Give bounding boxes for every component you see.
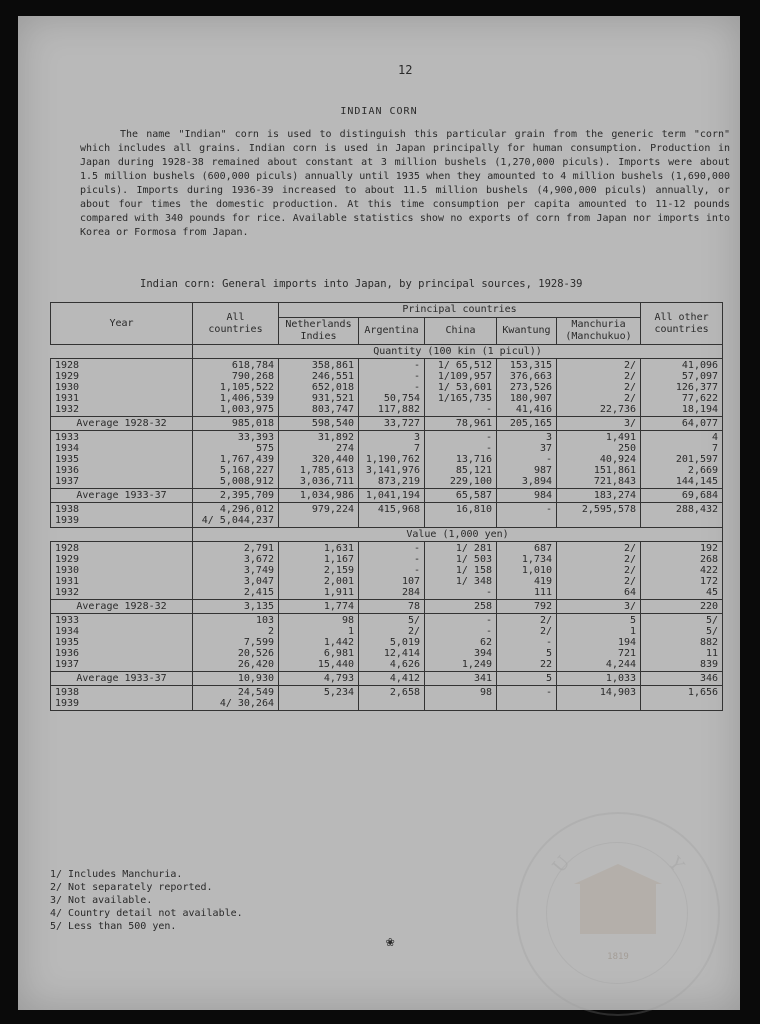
header-year: Year <box>51 303 193 345</box>
header-row-1 <box>51 303 723 318</box>
data-cell: 16,810 <box>425 503 497 528</box>
data-cell: - - - 50,754 117,882 <box>359 359 425 417</box>
data-cell: 1,491 250 40,924 151,861 721,843 <box>557 431 641 489</box>
seal-text-right: Y <box>664 853 688 876</box>
footnote: 5/ Less than 500 yen. <box>50 921 177 932</box>
data-cell: 1/ 281 1/ 503 1/ 158 1/ 348 - <box>425 542 497 600</box>
average-row <box>51 672 723 686</box>
header-manchuria: Manchuria (Manchukuo) <box>557 318 641 345</box>
data-cell: 5,234 <box>279 686 359 711</box>
data-cell: 358,861 246,551 652,018 931,521 803,747 <box>279 359 359 417</box>
data-cell: 2/ 2/ 2/ 2/ 64 <box>557 542 641 600</box>
data-cell: 220 <box>641 600 723 614</box>
footnote: 1/ Includes Manchuria. <box>50 869 183 880</box>
header-china: China <box>425 318 497 345</box>
data-cell: 2/ 2/ 2/ 2/ 22,736 <box>557 359 641 417</box>
data-cell: 10,930 <box>193 672 279 686</box>
seal-rotunda-roof <box>574 864 662 884</box>
seal-year: 1819 <box>607 952 629 962</box>
year-cell: 1938 1939 <box>51 686 193 711</box>
table-row <box>51 503 723 528</box>
footnote: 3/ Not available. <box>50 895 153 906</box>
year-cell: 1928 1929 1930 1931 1932 <box>51 542 193 600</box>
average-label: Average 1933-37 <box>51 489 193 503</box>
data-cell: 1,034,986 <box>279 489 359 503</box>
average-row <box>51 489 723 503</box>
data-cell: - <box>497 686 557 711</box>
imports-table <box>50 302 723 711</box>
year-cell: 1928 1929 1930 1931 1932 <box>51 359 193 417</box>
data-cell: 792 <box>497 600 557 614</box>
data-cell: 5 <box>497 672 557 686</box>
year-cell: 1933 1934 1935 1936 1937 <box>51 431 193 489</box>
data-cell: 69,684 <box>641 489 723 503</box>
document-title: INDIAN CORN <box>340 106 418 117</box>
data-cell: 2/ 2/ - 5 22 <box>497 614 557 672</box>
data-cell: 64,077 <box>641 417 723 431</box>
data-cell: 5 1 194 721 4,244 <box>557 614 641 672</box>
data-cell: 3/ <box>557 600 641 614</box>
header-all-countries: All countries <box>193 303 279 345</box>
data-cell: 985,018 <box>193 417 279 431</box>
table-row <box>51 431 723 489</box>
average-label: Average 1933-37 <box>51 672 193 686</box>
data-cell: 4,296,012 4/ 5,044,237 <box>193 503 279 528</box>
table-row <box>51 542 723 600</box>
data-cell: 1/ 65,512 1/109,957 1/ 53,601 1/165,735 - <box>425 359 497 417</box>
data-cell: 14,903 <box>557 686 641 711</box>
average-row <box>51 417 723 431</box>
data-cell: 4,412 <box>359 672 425 686</box>
data-cell: 3 37 - 987 3,894 <box>497 431 557 489</box>
footnotes <box>50 868 243 933</box>
data-cell: 2,395,709 <box>193 489 279 503</box>
data-cell: 5/ 2/ 5,019 12,414 4,626 <box>359 614 425 672</box>
average-row <box>51 600 723 614</box>
value-label: Value (1,000 yen) <box>193 528 723 542</box>
data-cell: 3 7 1,190,762 3,141,976 873,219 <box>359 431 425 489</box>
intro-text: The name "Indian" corn is used to distinguish this particular grain from the generic term "corn" which includes all grains. Indian corn is used in Japan principally for human consumption. Production in Japan during 1928-38 remained about constant at 3 million bushels (1,270,000 piculs). Imports were about 1.5 million bushels (600,000 piculs) annually until 1935 when they amounted to 4 million bushels (1,690,000 piculs). Imports during 1936-39 increased to about 11.5 million bushels (4,900,000 piculs) annually, or about four times the domestic production. At this time consumption per capita amounted to 11-12 pounds compared with 340 pounds for rice. Available statistics show no exports of corn from Japan nor imports into Korea or Formosa from Japan. <box>80 129 730 238</box>
intro-paragraph <box>80 128 730 240</box>
header-argentina: Argentina <box>359 318 425 345</box>
data-cell: 258 <box>425 600 497 614</box>
data-cell: 288,432 <box>641 503 723 528</box>
year-cell: 1933 1934 1935 1936 1937 <box>51 614 193 672</box>
page-number: 12 <box>398 63 413 77</box>
section-value <box>51 528 723 542</box>
year-cell: 1938 1939 <box>51 503 193 528</box>
data-cell: 341 <box>425 672 497 686</box>
average-label: Average 1928-32 <box>51 600 193 614</box>
quantity-label: Quantity (100 kin (1 picul)) <box>193 345 723 359</box>
data-cell: 687 1,734 1,010 419 111 <box>497 542 557 600</box>
data-cell: 3,135 <box>193 600 279 614</box>
average-label: Average 1928-32 <box>51 417 193 431</box>
data-cell: 2,658 <box>359 686 425 711</box>
table-row <box>51 614 723 672</box>
data-cell: 1,033 <box>557 672 641 686</box>
footnote: 4/ Country detail not available. <box>50 908 243 919</box>
data-cell: 1,631 1,167 2,159 2,001 1,911 <box>279 542 359 600</box>
data-cell: 192 268 422 172 45 <box>641 542 723 600</box>
data-cell: 4,793 <box>279 672 359 686</box>
seal-rotunda <box>580 884 656 934</box>
university-seal-watermark <box>516 812 720 1016</box>
data-cell: - - 62 394 1,249 <box>425 614 497 672</box>
table-caption: Indian corn: General imports into Japan, by principal sources, 1928-39 <box>140 278 583 290</box>
data-cell: 33,393 575 1,767,439 5,168,227 5,008,912 <box>193 431 279 489</box>
table-row <box>51 686 723 711</box>
data-cell: 346 <box>641 672 723 686</box>
data-cell: 33,727 <box>359 417 425 431</box>
data-cell: 598,540 <box>279 417 359 431</box>
data-cell: 78,961 <box>425 417 497 431</box>
data-cell: 65,587 <box>425 489 497 503</box>
data-cell: 98 1 1,442 6,981 15,440 <box>279 614 359 672</box>
data-cell: 103 2 7,599 20,526 26,420 <box>193 614 279 672</box>
data-cell: 415,968 <box>359 503 425 528</box>
ornament-icon: ❀ <box>386 934 395 950</box>
section-quantity <box>51 345 723 359</box>
data-cell: 2,791 3,672 3,749 3,047 2,415 <box>193 542 279 600</box>
data-cell: 1,041,194 <box>359 489 425 503</box>
data-cell: 205,165 <box>497 417 557 431</box>
data-cell: - - - 107 284 <box>359 542 425 600</box>
data-cell: 5/ 5/ 882 11 839 <box>641 614 723 672</box>
data-cell: 979,224 <box>279 503 359 528</box>
data-cell: 618,784 790,268 1,105,522 1,406,539 1,003,975 <box>193 359 279 417</box>
data-cell: 24,549 4/ 30,264 <box>193 686 279 711</box>
data-cell: 78 <box>359 600 425 614</box>
data-cell: 98 <box>425 686 497 711</box>
data-cell: 183,274 <box>557 489 641 503</box>
data-cell: 31,892 274 320,440 1,785,613 3,036,711 <box>279 431 359 489</box>
data-cell: 1,656 <box>641 686 723 711</box>
header-all-other: All other countries <box>641 303 723 345</box>
data-cell: 1,774 <box>279 600 359 614</box>
data-cell: - - 13,716 85,121 229,100 <box>425 431 497 489</box>
header-kwantung: Kwantung <box>497 318 557 345</box>
data-cell: 153,315 376,663 273,526 180,907 41,416 <box>497 359 557 417</box>
header-principal-countries: Principal countries <box>279 303 641 318</box>
data-cell: 984 <box>497 489 557 503</box>
data-cell: 3/ <box>557 417 641 431</box>
table-row <box>51 359 723 417</box>
data-cell: 4 7 201,597 2,669 144,145 <box>641 431 723 489</box>
data-cell: - <box>497 503 557 528</box>
data-cell: 41,096 57,097 126,377 77,622 18,194 <box>641 359 723 417</box>
data-cell: 2,595,578 <box>557 503 641 528</box>
header-netherlands-indies: Netherlands Indies <box>279 318 359 345</box>
seal-text-left: U <box>548 851 575 878</box>
footnote: 2/ Not separately reported. <box>50 882 213 893</box>
